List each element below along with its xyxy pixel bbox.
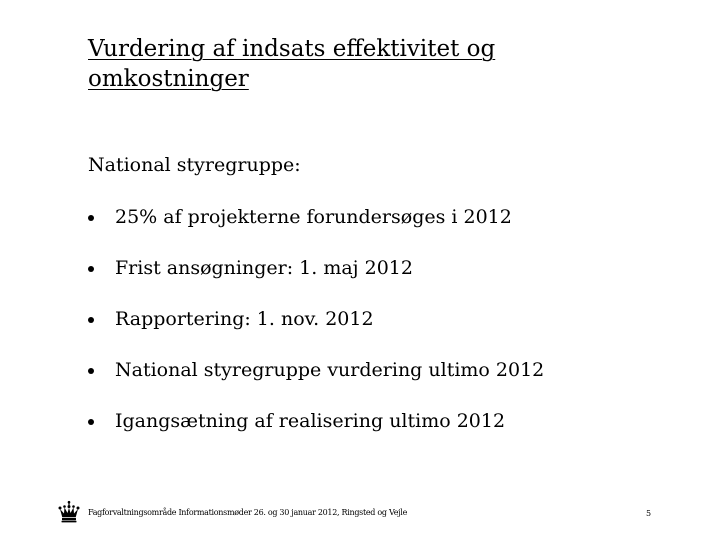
page-number: 5 xyxy=(646,509,652,518)
bullet-text: Rapportering: 1. nov. 2012 xyxy=(115,308,374,330)
intro-text: National styregruppe: xyxy=(88,154,301,176)
bullet-dot-icon xyxy=(88,419,94,425)
bullet-text: Igangsætning af realisering ultimo 2012 xyxy=(115,410,506,432)
slide-title xyxy=(88,34,608,94)
bullet-text: 25% af projekterne forundersøges i 2012 xyxy=(115,206,512,228)
footer-text: Fagforvaltningsområde Informationsmøder 26. og 30 januar 2012, Ringsted og Vejle xyxy=(88,508,408,517)
slide-title-line-2: omkostninger xyxy=(88,66,249,92)
slide-title-line-1: Vurdering af indsats effektivitet og xyxy=(88,36,496,62)
bullet-dot-icon xyxy=(88,368,94,374)
bullet-dot-icon xyxy=(88,317,94,323)
bullet-dot-icon xyxy=(88,215,94,221)
bullet-dot-icon xyxy=(88,266,94,272)
bullet-text: Frist ansøgninger: 1. maj 2012 xyxy=(115,257,413,279)
crown-icon xyxy=(57,500,81,524)
bullet-text: National styregruppe vurdering ultimo 2012 xyxy=(115,359,545,381)
